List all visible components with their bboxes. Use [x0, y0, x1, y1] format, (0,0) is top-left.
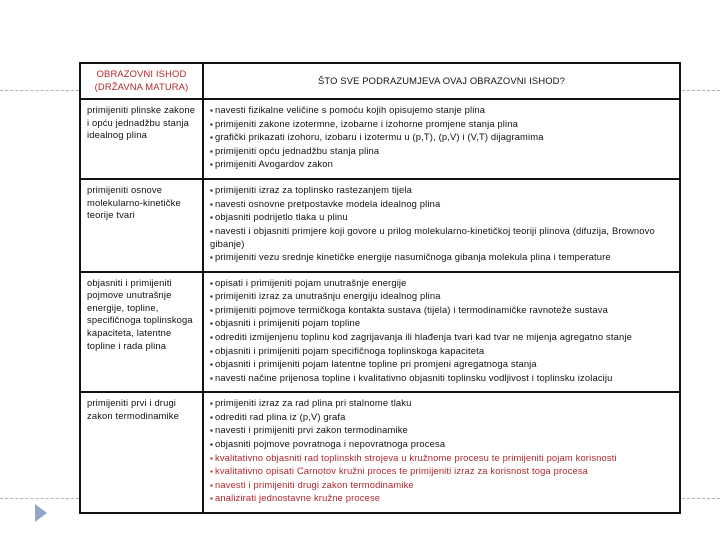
slide-divider-top-left: [0, 90, 79, 91]
list-item: ▪ navesti osnovne pretpostavke modela idealnog plina: [210, 198, 673, 212]
list-item: ▪ opisati i primijeniti pojam unutrašnje energije: [210, 277, 673, 291]
outcome-cell: primijeniti prvi i drugi zakon termodinamike: [80, 392, 203, 513]
slide-divider-top-right: [682, 90, 720, 91]
list-item: ▪ primijeniti izraz za rad plina pri stalnome tlaku: [210, 397, 673, 411]
outcome-cell: primijeniti plinske zakone i opću jednadžbu stanja idealnog plina: [80, 99, 203, 179]
list-item: ▪ objasniti i primijeniti pojam latentne topline pri promjeni agregatnoga stanja: [210, 358, 673, 372]
details-cell: [203, 392, 680, 513]
list-item: ▪ objasniti i primijeniti pojam topline: [210, 317, 673, 331]
details-cell: [203, 272, 680, 393]
table-row: [80, 179, 680, 272]
table-row: [80, 99, 680, 179]
list-item: ▪ odrediti izmijenjenu toplinu kod zagrijavanja ili hlađenja tvari kad tvar ne mijenja agregatno stanje: [210, 331, 673, 345]
slide-divider-bottom-right: [682, 498, 720, 499]
outcomes-table: [79, 62, 681, 514]
list-item: ▪ grafički prikazati izohoru, izobaru i izotermu u (p,T), (p,V) i (V,T) dijagramima: [210, 131, 673, 145]
table-row: [80, 392, 680, 513]
list-item: ▪ odrediti rad plina iz (p,V) grafa: [210, 411, 673, 425]
list-item: ▪ kvalitativno opisati Carnotov kružni proces te primijeniti izraz za korisnost toga procesa: [210, 465, 673, 479]
list-item: ▪ navesti i objasniti primjere koji govore u prilog molekularno-kinetičkoj teoriji plinova (difuzija, Brownovo gibanje): [210, 225, 673, 251]
details-cell: [203, 179, 680, 272]
list-item: ▪ primijeniti zakone izotermne, izobarne i izohorne promjene stanja plina: [210, 118, 673, 132]
outcome-cell: objasniti i primijeniti pojmove unutrašnje energije, topline, specifičnoga toplinskoga kapaciteta, latentne topline i rada plina: [80, 272, 203, 393]
list-item: ▪ objasniti i primijeniti pojam specifičnoga toplinskoga kapaciteta: [210, 345, 673, 359]
outcome-cell: primijeniti osnove molekularno-kinetičke teorije tvari: [80, 179, 203, 272]
list-item: ▪ primijeniti opću jednadžbu stanja plina: [210, 145, 673, 159]
table-header-row: [80, 63, 680, 99]
list-item: ▪ kvalitativno objasniti rad toplinskih strojeva u kružnome procesu te primijeniti pojam korisnosti: [210, 452, 673, 466]
list-item: ▪ navesti načine prijenosa topline i kvalitativno objasniti toplinsku vodljivost i toplinsku izolaciju: [210, 372, 673, 386]
list-item: ▪ analizirati jednostavne kružne procese: [210, 492, 673, 506]
list-item: ▪ navesti fizikalne veličine s pomoću kojih opisujemo stanje plina: [210, 104, 673, 118]
list-item: ▪ primijeniti izraz za unutrašnju energiju idealnog plina: [210, 290, 673, 304]
slide-divider-bottom-left: [0, 498, 79, 499]
list-item: ▪ primijeniti Avogardov zakon: [210, 158, 673, 172]
table-row: [80, 272, 680, 393]
list-item: ▪ objasniti pojmove povratnoga i nepovratnoga procesa: [210, 438, 673, 452]
details-cell: [203, 99, 680, 179]
list-item: ▪ primijeniti vezu srednje kinetičke energije nasumičnoga gibanja molekula plina i temperature: [210, 251, 673, 265]
header-description: ŠTO SVE PODRAZUMJEVA OVAJ OBRAZOVNI ISHOD?: [203, 63, 680, 99]
list-item: ▪ primijeniti izraz za toplinsko rastezanjem tijela: [210, 184, 673, 198]
list-item: ▪ primijeniti pojmove termičkoga kontakta sustava (tijela) i termodinamičke ravnoteže sustava: [210, 304, 673, 318]
triangle-bullet-icon: [35, 504, 47, 522]
list-item: ▪ navesti i primijeniti drugi zakon termodinamike: [210, 479, 673, 493]
list-item: ▪ objasniti podrijetlo tlaka u plinu: [210, 211, 673, 225]
list-item: ▪ navesti i primijeniti prvi zakon termodinamike: [210, 424, 673, 438]
header-outcome: OBRAZOVNI ISHOD (DRŽAVNA MATURA): [80, 63, 203, 99]
